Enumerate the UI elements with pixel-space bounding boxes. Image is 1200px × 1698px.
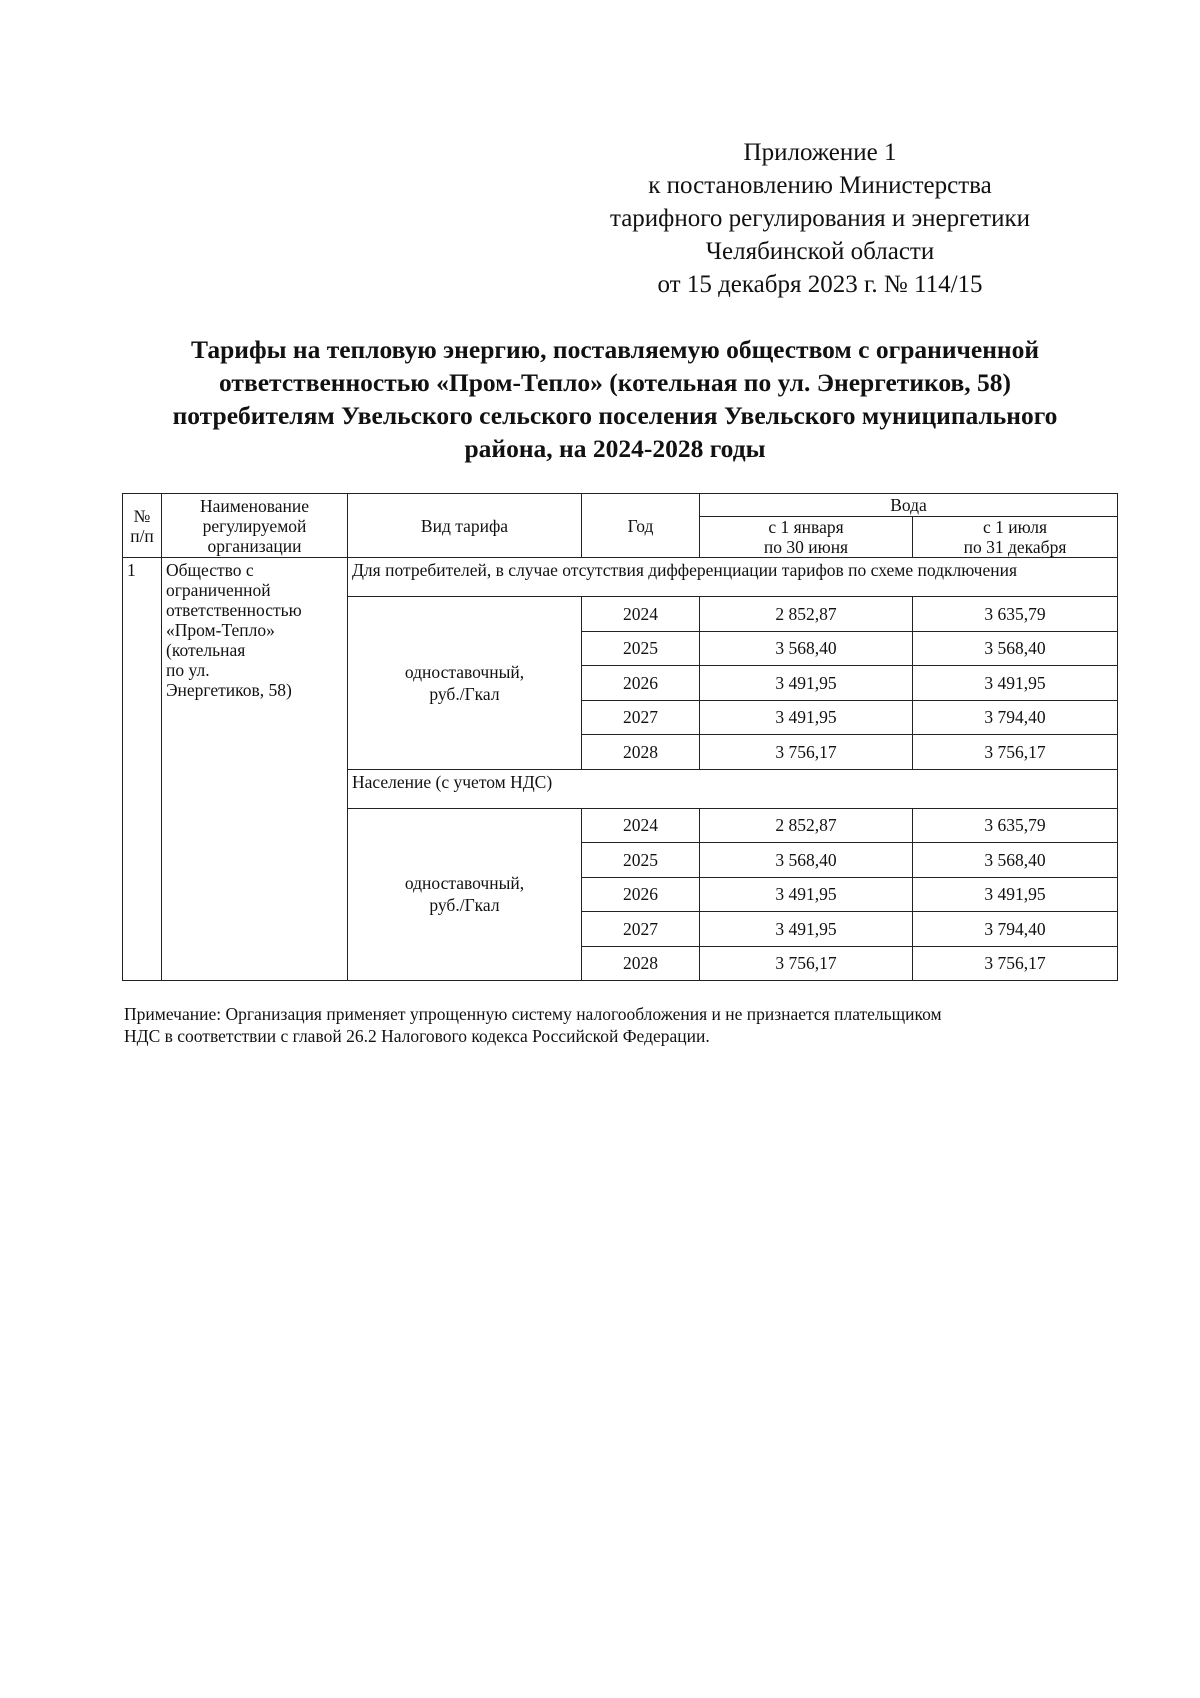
section-label: Для потребителей, в случае отсутствия дифференциации тарифов по схеме подключения <box>348 558 1118 597</box>
table-section-row <box>123 558 1118 597</box>
year-cell: 2024 <box>582 808 700 843</box>
tariff-first-half: 3 491,95 <box>700 666 913 701</box>
appendix-line: к постановлению Министерства <box>648 172 992 199</box>
year-cell: 2027 <box>582 700 700 735</box>
tariff-second-half: 3 756,17 <box>913 735 1118 770</box>
year-cell: 2025 <box>582 631 700 666</box>
tariff-table <box>122 493 1118 981</box>
tariff-first-half: 3 568,40 <box>700 631 913 666</box>
header-number: № п/п <box>123 494 162 558</box>
header-organization: Наименование регулируемой организации <box>162 494 348 558</box>
header-water: Вода <box>700 494 1118 517</box>
tariff-second-half: 3 491,95 <box>913 666 1118 701</box>
document-title <box>110 333 1120 465</box>
tariff-second-half: 3 568,40 <box>913 843 1118 878</box>
footnote-line: Примечание: Организация применяет упрощенную систему налогообложения и не признается плательщиком <box>124 1004 942 1024</box>
section-label: Население (с учетом НДС) <box>348 769 1118 808</box>
year-cell: 2028 <box>582 946 700 981</box>
tariff-first-half: 3 756,17 <box>700 946 913 981</box>
appendix-line: Приложение 1 <box>743 139 897 166</box>
title-line: района, на 2024-2028 годы <box>464 434 766 463</box>
title-line: Тарифы на тепловую энергию, поставляемую обществом с ограниченной <box>190 335 1040 364</box>
tariff-second-half: 3 756,17 <box>913 946 1118 981</box>
tariff-kind: одноставочный, руб./Гкал <box>348 808 582 981</box>
organization-name: Общество с ограниченной ответственностью «Пром-Тепло» (котельная по ул. Энергетиков, 58) <box>162 558 348 981</box>
footnote <box>124 1003 1124 1047</box>
title-line: потребителям Увельского сельского поселения Увельского муниципального <box>172 401 1058 430</box>
tariff-second-half: 3 794,40 <box>913 912 1118 947</box>
row-number: 1 <box>123 558 162 981</box>
year-cell: 2026 <box>582 666 700 701</box>
table-header-row <box>123 494 1118 517</box>
header-period-first-half: с 1 января по 30 июня <box>700 517 913 558</box>
appendix-line: от 15 декабря 2023 г. № 114/15 <box>657 271 983 298</box>
tariff-first-half: 3 568,40 <box>700 843 913 878</box>
tariff-second-half: 3 635,79 <box>913 808 1118 843</box>
header-year: Год <box>582 494 700 558</box>
tariff-second-half: 3 491,95 <box>913 877 1118 912</box>
tariff-first-half: 2 852,87 <box>700 597 913 632</box>
tariff-first-half: 2 852,87 <box>700 808 913 843</box>
tariff-first-half: 3 491,95 <box>700 877 913 912</box>
year-cell: 2028 <box>582 735 700 770</box>
appendix-line: тарифного регулирования и энергетики <box>609 205 1031 232</box>
tariff-first-half: 3 491,95 <box>700 912 913 947</box>
year-cell: 2024 <box>582 597 700 632</box>
tariff-first-half: 3 756,17 <box>700 735 913 770</box>
tariff-second-half: 3 568,40 <box>913 631 1118 666</box>
header-period-second-half: с 1 июля по 31 декабря <box>913 517 1118 558</box>
year-cell: 2025 <box>582 843 700 878</box>
title-line: ответственностью «Пром-Тепло» (котельная по ул. Энергетиков, 58) <box>219 368 1011 397</box>
appendix-line: Челябинской области <box>705 238 935 265</box>
tariff-second-half: 3 794,40 <box>913 700 1118 735</box>
header-tariff-kind: Вид тарифа <box>348 494 582 558</box>
tariff-first-half: 3 491,95 <box>700 700 913 735</box>
tariff-kind: одноставочный, руб./Гкал <box>348 597 582 770</box>
footnote-line: НДС в соответствии с главой 26.2 Налогового кодекса Российской Федерации. <box>124 1026 710 1046</box>
appendix-header <box>560 136 1080 301</box>
tariff-second-half: 3 635,79 <box>913 597 1118 632</box>
year-cell: 2027 <box>582 912 700 947</box>
year-cell: 2026 <box>582 877 700 912</box>
